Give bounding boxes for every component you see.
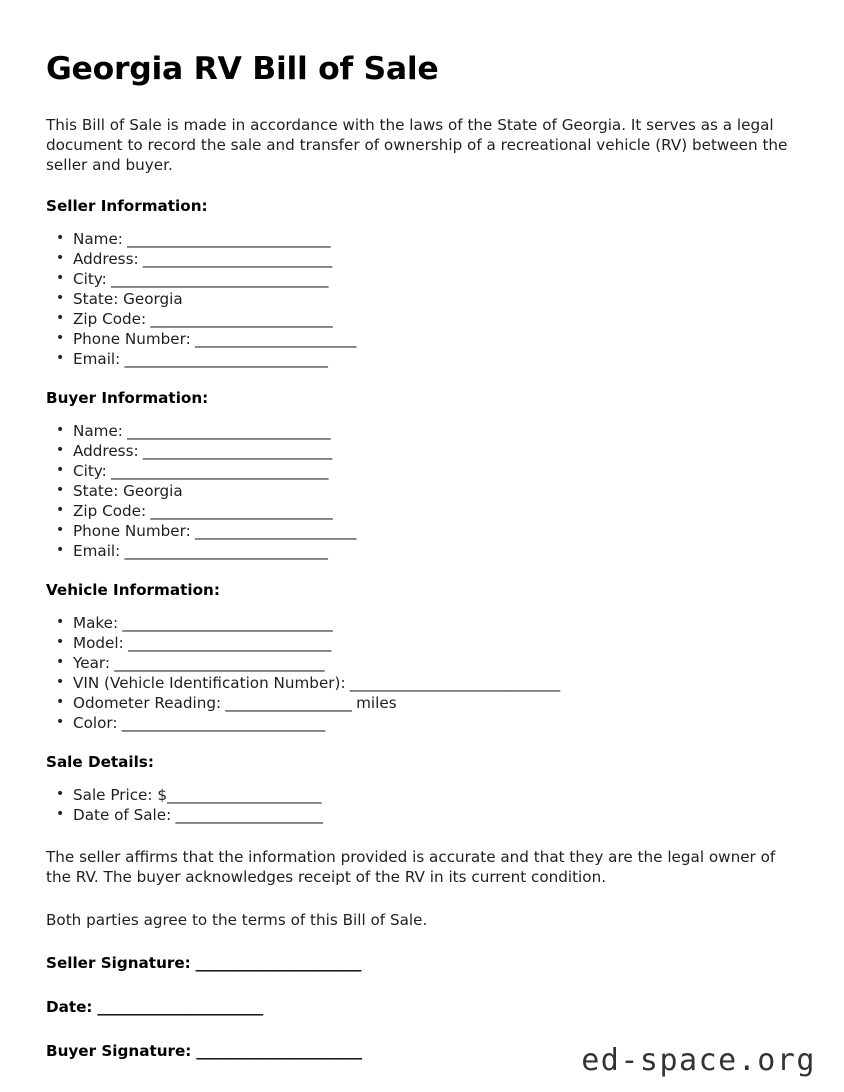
fill-in-blank[interactable]: _____________________________ (117, 714, 325, 733)
field-label: Email: (73, 350, 121, 369)
page-title: Georgia RV Bill of Sale (46, 51, 439, 87)
field-row (46, 805, 796, 825)
field-row (46, 421, 796, 441)
fill-in-blank[interactable]: __________________________ (146, 310, 333, 329)
signature-blank[interactable]: _______________________ (92, 997, 263, 1016)
fill-in-blank[interactable]: ___________________________ (138, 442, 332, 461)
field-row (46, 229, 796, 249)
signature-label: Seller Signature: (46, 953, 191, 972)
field-label: Address: (73, 442, 139, 461)
field-value: Georgia (118, 482, 183, 501)
field-row (46, 269, 796, 289)
fill-in-blank[interactable]: _______________________________ (106, 462, 328, 481)
vehicle-fields-list (46, 613, 796, 733)
field-row (46, 673, 796, 693)
fill-in-blank[interactable]: _____________________________ (122, 230, 330, 249)
fill-in-blank[interactable]: ___________________________ (138, 250, 332, 269)
field-row (46, 613, 796, 633)
field-row (46, 481, 796, 501)
fill-in-blank[interactable]: __________________________ (146, 502, 333, 521)
field-label: Sale Price: $ (73, 786, 167, 805)
signature-row (46, 998, 796, 1016)
spacer (46, 771, 796, 785)
field-label: Color: (73, 714, 118, 733)
vehicle-information-heading: Vehicle Information: (46, 581, 220, 600)
field-label: Year: (73, 654, 111, 673)
site-watermark: ed-space.org (581, 1043, 816, 1078)
field-row (46, 653, 796, 673)
signature-blank[interactable]: _______________________ (190, 953, 362, 972)
field-label: Odometer Reading: (73, 694, 222, 713)
sale-details-heading: Sale Details: (46, 753, 154, 772)
spacer (46, 930, 796, 954)
field-row (46, 349, 796, 369)
fill-in-blank[interactable]: _____________________________ (120, 350, 328, 369)
fill-in-blank[interactable]: ______________________________ (345, 674, 560, 693)
field-row (46, 713, 796, 733)
field-row (46, 461, 796, 481)
spacer (46, 561, 796, 581)
field-row (46, 441, 796, 461)
field-row (46, 541, 796, 561)
field-row (46, 309, 796, 329)
field-label: Phone Number: (73, 330, 191, 349)
spacer (46, 599, 796, 613)
agreement-paragraph: Both parties agree to the terms of this Bill of Sale. (46, 910, 428, 929)
field-label: Name: (73, 422, 123, 441)
fill-in-blank[interactable]: _____________________________ (123, 634, 331, 653)
field-value: Georgia (118, 290, 183, 309)
fill-in-blank[interactable]: ______________________________ (110, 654, 325, 673)
spacer (46, 825, 796, 847)
field-row (46, 785, 796, 805)
field-label: Name: (73, 230, 123, 249)
signature-blank[interactable]: _______________________ (191, 1041, 362, 1060)
field-label: Model: (73, 634, 124, 653)
spacer (46, 215, 796, 229)
field-label: Zip Code: (73, 502, 147, 521)
fill-in-blank[interactable]: _______________________________ (106, 270, 328, 289)
field-label: City: (73, 462, 107, 481)
field-row (46, 501, 796, 521)
seller-fields-list (46, 229, 796, 369)
field-label: Make: (73, 614, 119, 633)
spacer (46, 407, 796, 421)
fill-in-blank[interactable]: _____________________ (171, 806, 323, 825)
affirmation-paragraph: The seller affirms that the information provided is accurate and that they are the legal owner of the RV. The buyer acknowledges receipt of the RV in its current condition. (46, 848, 776, 887)
field-row (46, 633, 796, 653)
sale-fields-list (46, 785, 796, 825)
fill-in-blank[interactable]: _____________________________ (122, 422, 330, 441)
spacer (46, 733, 796, 753)
field-label: City: (73, 270, 107, 289)
field-label: Phone Number: (73, 522, 191, 541)
fill-in-blank[interactable]: _______________________ (190, 330, 356, 349)
field-label: Zip Code: (73, 310, 147, 329)
fill-in-blank[interactable]: __________________ (221, 694, 352, 713)
signature-label: Buyer Signature: (46, 1041, 192, 1060)
spacer (46, 175, 796, 197)
field-label: VIN (Vehicle Identification Number): (73, 674, 346, 693)
field-label: Email: (73, 542, 121, 561)
field-row (46, 693, 796, 713)
fill-in-blank[interactable]: ______________________ (167, 786, 321, 805)
field-row (46, 521, 796, 541)
signature-label: Date: (46, 997, 93, 1016)
buyer-information-heading: Buyer Information: (46, 389, 209, 408)
fill-in-blank[interactable]: _____________________________ (120, 542, 328, 561)
field-row (46, 249, 796, 269)
spacer (46, 888, 796, 910)
fill-in-blank[interactable]: ______________________________ (118, 614, 333, 633)
signature-row (46, 954, 796, 972)
spacer (46, 369, 796, 389)
field-row (46, 329, 796, 349)
field-label: State: (73, 482, 119, 501)
field-label: Address: (73, 250, 139, 269)
buyer-fields-list (46, 421, 796, 561)
fill-in-blank[interactable]: _______________________ (190, 522, 356, 541)
field-suffix: miles (351, 694, 397, 713)
field-row (46, 289, 796, 309)
intro-paragraph: This Bill of Sale is made in accordance with the laws of the State of Georgia. It serves as a legal document to record the sale and transfer of ownership of a recreational vehicle (RV) between the seller and buyer. (46, 115, 788, 175)
field-label: State: (73, 290, 119, 309)
seller-information-heading: Seller Information: (46, 197, 208, 216)
field-label: Date of Sale: (73, 806, 172, 825)
